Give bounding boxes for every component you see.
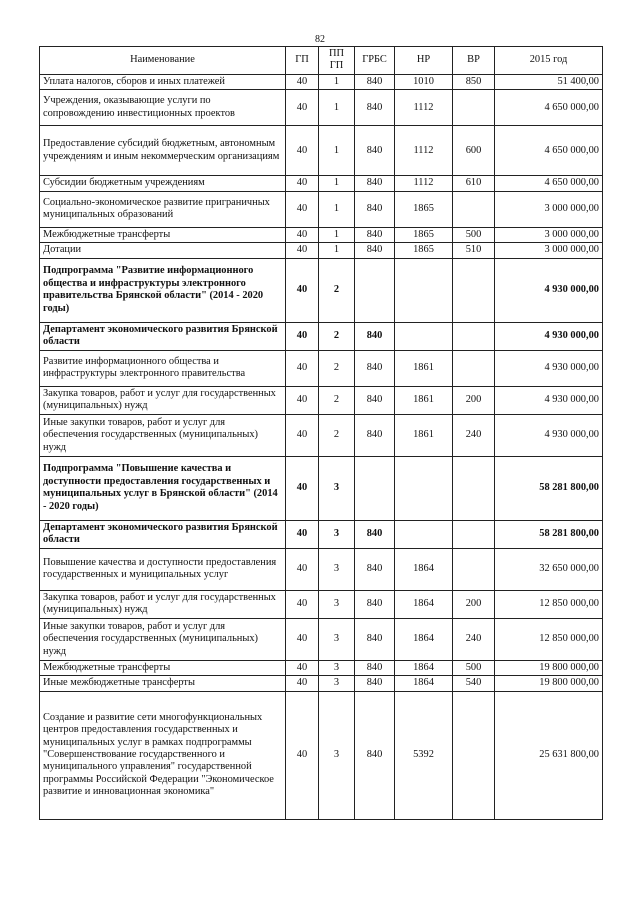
budget-table [39, 46, 603, 820]
cell-amount: 4 650 000,00 [495, 90, 603, 126]
table-row [40, 176, 603, 191]
cell-ppgp: 2 [319, 322, 355, 350]
cell-vr: 200 [453, 386, 495, 414]
table-row [40, 74, 603, 89]
table-row [40, 618, 603, 660]
table-row [40, 414, 603, 456]
cell-nr: 1864 [395, 676, 453, 691]
cell-nr: 1864 [395, 548, 453, 590]
cell-vr: 240 [453, 618, 495, 660]
cell-nr: 1864 [395, 590, 453, 618]
table-row [40, 90, 603, 126]
cell-grbs [355, 258, 395, 322]
cell-gp: 40 [286, 227, 319, 242]
header-nr: НР [395, 47, 453, 75]
cell-nr [395, 520, 453, 548]
cell-name: Дотации [40, 243, 286, 258]
cell-grbs: 840 [355, 660, 395, 675]
cell-amount: 32 650 000,00 [495, 548, 603, 590]
table-body [40, 74, 603, 819]
cell-vr: 200 [453, 590, 495, 618]
cell-name: Закупка товаров, работ и услуг для государственных (муниципальных) нужд [40, 386, 286, 414]
cell-name: Подпрограмма "Повышение качества и доступности предоставления государственных и муниципальных услуг в Брянской области" (2014 - 2020 годы) [40, 456, 286, 520]
cell-nr: 1112 [395, 126, 453, 176]
cell-name: Повышение качества и доступности предоставления государственных и муниципальных услуг [40, 548, 286, 590]
cell-vr: 610 [453, 176, 495, 191]
cell-amount: 51 400,00 [495, 74, 603, 89]
cell-gp: 40 [286, 386, 319, 414]
cell-grbs: 840 [355, 322, 395, 350]
cell-ppgp: 3 [319, 520, 355, 548]
cell-name: Иные межбюджетные трансферты [40, 676, 286, 691]
cell-grbs: 840 [355, 691, 395, 819]
header-grbs: ГРБС [355, 47, 395, 75]
table-row [40, 386, 603, 414]
cell-ppgp: 3 [319, 660, 355, 675]
table-row [40, 191, 603, 227]
page-number: 82 [315, 34, 325, 45]
cell-vr: 540 [453, 676, 495, 691]
cell-grbs: 840 [355, 176, 395, 191]
cell-amount: 12 850 000,00 [495, 590, 603, 618]
cell-nr [395, 258, 453, 322]
cell-gp: 40 [286, 590, 319, 618]
header-gp: ГП [286, 47, 319, 75]
cell-name: Уплата налогов, сборов и иных платежей [40, 74, 286, 89]
cell-grbs: 840 [355, 590, 395, 618]
cell-amount: 4 930 000,00 [495, 414, 603, 456]
cell-ppgp: 1 [319, 126, 355, 176]
cell-vr: 510 [453, 243, 495, 258]
cell-amount: 12 850 000,00 [495, 618, 603, 660]
cell-vr [453, 258, 495, 322]
table-row [40, 456, 603, 520]
cell-grbs: 840 [355, 243, 395, 258]
cell-name: Межбюджетные трансферты [40, 227, 286, 242]
cell-ppgp: 1 [319, 74, 355, 89]
cell-name: Учреждения, оказывающие услуги по сопровождению инвестиционных проектов [40, 90, 286, 126]
table-row [40, 350, 603, 386]
cell-ppgp: 2 [319, 386, 355, 414]
header-year: 2015 год [495, 47, 603, 75]
cell-nr: 1010 [395, 74, 453, 89]
cell-vr [453, 691, 495, 819]
cell-amount: 25 631 800,00 [495, 691, 603, 819]
cell-grbs: 840 [355, 414, 395, 456]
cell-ppgp: 3 [319, 456, 355, 520]
cell-nr: 1112 [395, 176, 453, 191]
cell-nr [395, 322, 453, 350]
cell-amount: 19 800 000,00 [495, 676, 603, 691]
cell-vr: 500 [453, 660, 495, 675]
cell-vr: 600 [453, 126, 495, 176]
cell-nr: 1864 [395, 660, 453, 675]
cell-amount: 58 281 800,00 [495, 520, 603, 548]
cell-vr [453, 191, 495, 227]
cell-ppgp: 3 [319, 676, 355, 691]
cell-gp: 40 [286, 126, 319, 176]
table-row [40, 126, 603, 176]
cell-name: Департамент экономического развития Брянской области [40, 520, 286, 548]
cell-ppgp: 3 [319, 548, 355, 590]
cell-gp: 40 [286, 258, 319, 322]
cell-nr [395, 456, 453, 520]
cell-ppgp: 3 [319, 590, 355, 618]
cell-name: Субсидии бюджетным учреждениям [40, 176, 286, 191]
cell-grbs: 840 [355, 126, 395, 176]
cell-vr [453, 548, 495, 590]
cell-ppgp: 1 [319, 227, 355, 242]
cell-amount: 4 930 000,00 [495, 386, 603, 414]
cell-gp: 40 [286, 691, 319, 819]
cell-nr: 1865 [395, 191, 453, 227]
header-name: Наименование [40, 47, 286, 75]
cell-amount: 19 800 000,00 [495, 660, 603, 675]
cell-amount: 4 650 000,00 [495, 126, 603, 176]
cell-gp: 40 [286, 90, 319, 126]
cell-nr: 1865 [395, 227, 453, 242]
cell-vr: 240 [453, 414, 495, 456]
table-row [40, 322, 603, 350]
cell-vr: 850 [453, 74, 495, 89]
cell-name: Подпрограмма "Развитие информационного общества и инфраструктуры электронного правительства Брянской области" (2014 - 2020 годы) [40, 258, 286, 322]
cell-grbs: 840 [355, 191, 395, 227]
cell-gp: 40 [286, 618, 319, 660]
table-row [40, 590, 603, 618]
cell-gp: 40 [286, 548, 319, 590]
cell-ppgp: 2 [319, 258, 355, 322]
cell-grbs: 840 [355, 548, 395, 590]
cell-gp: 40 [286, 660, 319, 675]
cell-name: Предоставление субсидий бюджетным, автономным учреждениям и иным некоммерческим организациям [40, 126, 286, 176]
cell-name: Закупка товаров, работ и услуг для государственных (муниципальных) нужд [40, 590, 286, 618]
cell-amount: 4 930 000,00 [495, 350, 603, 386]
cell-name: Иные закупки товаров, работ и услуг для обеспечения государственных (муниципальных) нужд [40, 618, 286, 660]
cell-gp: 40 [286, 322, 319, 350]
cell-gp: 40 [286, 414, 319, 456]
table-row [40, 227, 603, 242]
header-ppgp: ПП ГП [319, 47, 355, 75]
cell-name: Межбюджетные трансферты [40, 660, 286, 675]
cell-ppgp: 1 [319, 191, 355, 227]
cell-ppgp: 2 [319, 350, 355, 386]
cell-vr [453, 90, 495, 126]
cell-ppgp: 1 [319, 90, 355, 126]
cell-vr [453, 520, 495, 548]
table-row [40, 676, 603, 691]
cell-grbs: 840 [355, 350, 395, 386]
cell-nr: 1861 [395, 414, 453, 456]
cell-name: Департамент экономического развития Брянской области [40, 322, 286, 350]
cell-grbs: 840 [355, 74, 395, 89]
cell-gp: 40 [286, 456, 319, 520]
cell-ppgp: 1 [319, 176, 355, 191]
cell-gp: 40 [286, 243, 319, 258]
table-row [40, 520, 603, 548]
cell-nr: 1112 [395, 90, 453, 126]
cell-amount: 3 000 000,00 [495, 191, 603, 227]
cell-grbs: 840 [355, 618, 395, 660]
cell-ppgp: 3 [319, 618, 355, 660]
cell-nr: 1864 [395, 618, 453, 660]
cell-amount: 3 000 000,00 [495, 227, 603, 242]
cell-name: Социально-экономическое развитие приграничных муниципальных образований [40, 191, 286, 227]
cell-grbs: 840 [355, 90, 395, 126]
cell-nr: 1861 [395, 350, 453, 386]
cell-gp: 40 [286, 191, 319, 227]
cell-amount: 4 650 000,00 [495, 176, 603, 191]
cell-grbs: 840 [355, 676, 395, 691]
header-vr: ВР [453, 47, 495, 75]
cell-nr: 1865 [395, 243, 453, 258]
cell-vr [453, 322, 495, 350]
cell-ppgp: 2 [319, 414, 355, 456]
cell-nr: 5392 [395, 691, 453, 819]
cell-grbs: 840 [355, 227, 395, 242]
cell-amount: 58 281 800,00 [495, 456, 603, 520]
table-row [40, 258, 603, 322]
table-row [40, 548, 603, 590]
cell-amount: 3 000 000,00 [495, 243, 603, 258]
cell-name: Иные закупки товаров, работ и услуг для обеспечения государственных (муниципальных) нужд [40, 414, 286, 456]
cell-gp: 40 [286, 676, 319, 691]
cell-vr [453, 456, 495, 520]
cell-vr [453, 350, 495, 386]
cell-grbs [355, 456, 395, 520]
cell-amount: 4 930 000,00 [495, 322, 603, 350]
cell-gp: 40 [286, 520, 319, 548]
cell-grbs: 840 [355, 386, 395, 414]
cell-name: Развитие информационного общества и инфраструктуры электронного правительства [40, 350, 286, 386]
cell-vr: 500 [453, 227, 495, 242]
table-row [40, 243, 603, 258]
cell-nr: 1861 [395, 386, 453, 414]
cell-amount: 4 930 000,00 [495, 258, 603, 322]
cell-grbs: 840 [355, 520, 395, 548]
cell-gp: 40 [286, 350, 319, 386]
cell-ppgp: 1 [319, 243, 355, 258]
cell-gp: 40 [286, 176, 319, 191]
cell-name: Создание и развитие сети многофункциональных центров предоставления государственных и муниципальных услуг в рамках подпрограммы "Совершенствование государственного и муниципального управления" государственной программы Российской Федерации "Экономическое развитие и инновационная экономика" [40, 691, 286, 819]
table-row [40, 660, 603, 675]
table-row [40, 691, 603, 819]
cell-gp: 40 [286, 74, 319, 89]
cell-ppgp: 3 [319, 691, 355, 819]
table-header-row [40, 47, 603, 75]
